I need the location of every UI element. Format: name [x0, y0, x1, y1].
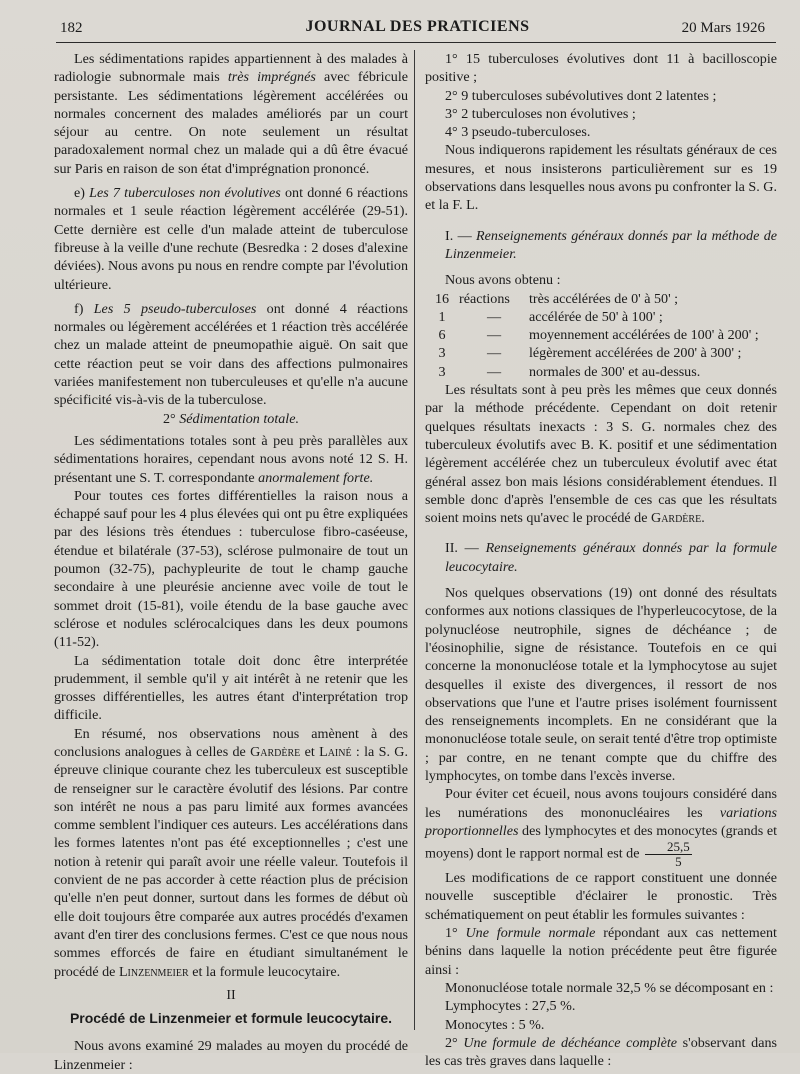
right-column [425, 50, 777, 1070]
journal-title: JOURNAL DES PRATICIENS [305, 18, 530, 35]
paragraph: Pour éviter cet écueil, nous avons toujours considéré dans les numérations des mononucléaires les variations proportionnelles des lymphocytes et des monocytes (grands et moyens) dont le rapport normal est de $\frac{25,5}{5}$ [425, 786, 777, 870]
paragraph: 2° Une formule de déchéance complète s'observant dans les cas très graves dans laquelle : [425, 1034, 777, 1070]
paragraph: La sédimentation totale doit donc être interprétée prudemment, il semble qu'il y ait intérêt à ne retenir que les grosses différentielles, les autres étant d'interprétation trop difficile. [54, 652, 408, 724]
paragraph: e) Les 7 tuberculoses non évolutives ont donné 6 réactions normales et 1 seule réaction légèrement accélérée (29-51). Cette dernière est celle d'un malade atteint de tuberculose fibreuse à la veille d'une rechute (Besredka : 2 doses d'alexine déviées). Nous avons pu nous en rendre compte par l'évolution ultérieure. [54, 185, 409, 293]
list-item: 2° 9 tuberculoses subévolutives dont 2 latentes ; [445, 87, 717, 104]
paragraph: Les sédimentations rapides appartiennent à des malades à radiologie subnormale mais très imprégnés avec fébricule persistante. Les sédimentations légèrement accélérées ou normales concernent des malades améliorés par un court séjour au centre. On note seulement un résultat paradoxalement normal chez un malade qui a dû être évacué sur Paris en raison de son état d'imprégnation prononcé. [54, 51, 408, 177]
paragraph: Pour toutes ces fortes différentielles la raison nous a échappé sauf pour les 4 plus élevées qui ont pu être expliquées par des lésions très étendues : tuberculose fibro-caséeuse, étendue et bilatérale (37-53), sclérose pulmonaire de tout un poumon (32-75), pachypleurite de tout le champ gauche secondaire à une pleurésie ancienne avec voile de tout le sommet droit (15-81), voile étendu de la base gauche avec sclérose et nodules sclérocalciques dans les deux poumons (11-52). [54, 487, 408, 651]
paragraph: Lymphocytes : 27,5 %. [445, 998, 576, 1015]
list-item: 1° 15 tuberculoses évolutives dont 11 à bacilloscopie positive ; [425, 51, 777, 86]
section-heading: II. — Renseignements généraux donnés par la formule leucocytaire. [445, 540, 777, 575]
subsection-heading: 2° Sédimentation totale. [163, 410, 299, 427]
paragraph: Nous avons examiné 29 malades au moyen du procédé de Linzenmeier : [54, 1038, 408, 1073]
paragraph: Les modifications de ce rapport constituent une donnée nouvelle susceptible d'éclairer le pronostic. Très schématiquement on peut établir les formules suivantes : [425, 870, 777, 923]
paragraph: Monocytes : 5 %. [445, 1016, 545, 1033]
section-number: II [226, 987, 236, 1003]
paragraph: Nous indiquerons rapidement les résultats généraux de ces mesures, et nous insisterons particulièrement sur es 19 observations dans lesquelles nous avons pu confronter la S. G. et la F. L. [425, 142, 777, 214]
section-title: Procédé de Linzenmeier et formule leucocytaire. [69, 1010, 393, 1027]
paragraph: Nous avons obtenu : [445, 272, 561, 289]
left-column [54, 50, 408, 1074]
paragraph: Mononucléose totale normale 32,5 % se décomposant en : [445, 979, 774, 996]
issue-date: 20 Mars 1926 [681, 20, 765, 36]
paragraph: 1° Une formule normale répondant aux cas nettement bénins dans laquelle la notion précédente peut être figurée ainsi : [425, 925, 777, 978]
list-item: 4° 3 pseudo-tuberculoses. [445, 124, 591, 141]
paragraph: Nos quelques observations (19) ont donné des résultats conformes aux notions classiques de l'hyperleucocytose, de la polynucléose neutrophile, signes de déchéance ; de l'éosinophilie, signe de résistance. Toutefois en ce qui concerne la mononucléose totale et la lymphocytose au sujet desquelles il existe des divergences, il ressort de nos observations que l'une et l'autre prises isolément fournissent des renseignements incomplets. En ne considérant que la mononucléose totale seule, on serait tenté d'être trop optimiste ; par contre, en ne tenant compte que du chiffre des lymphocytes, on tombe dans l'excès inverse. [425, 585, 777, 784]
results-row: 1 — accélérée de 50' à 100' ; [438, 308, 663, 325]
paragraph: Les sédimentations totales sont à peu près parallèles aux sédimentations horaires, cependant nous avons noté 12 S. H. présentant une S. T. correspondante anormalement forte. [54, 432, 408, 486]
paragraph: f) Les 5 pseudo-tuberculoses ont donné 4 réactions normales ou légèrement accélérées et 1 réaction très accélérée chez un malade atteint de pneumopathie aiguë. On sait que cette réaction peut se voir dans des affections pulmonaires variées manifestement non tuberculeuses et qu'elle n'a aucune spécificité vis-à-vis de la tuberculose. [54, 300, 408, 409]
paragraph: En résumé, nos observations nous amènent à des conclusions analogues à celles de Gardère et Lainé : la S. G. épreuve clinique courante chez les tuberculeux est susceptible de renseigner sur le caractère évolutif des lésions. Par contre son intérêt ne nous a pas paru limité aux formes avancées comme semblent l'indiquer ces auteurs. Les accélérations dans les formes latentes n'ont pas été exceptionnelles ; c'est une notion à retenir qui paraît avoir une réelle valeur. Toutefois il convient de ne pas accorder à cette réaction plus de précision qu'elle n'en peut donner, surtout dans les formes de début où elle doit toujours être comparée aux autres procédés d'examen avant d'en tirer des conclusions fermes. C'est ce que nous nous sommes efforcés de faire en étudiant simultanément le procédé de Linzenmeier et la formule leucocytaire. [54, 725, 408, 980]
column-divider [414, 50, 415, 1030]
page-header [60, 18, 775, 40]
paragraph: Les résultats sont à peu près les mêmes que ceux donnés par la méthode précédente. Cependant on doit retenir quelques résultats inexacts : 3 S. G. normales chez des tuberculeux évolutifs avec B. K. positif et une sédimentation légèrement accélérée chez un tuberculeux évolutif avec état général assez bon mais lésions considérablement étendues. Il semble donc d'après l'ensemble de ces cas que les résultats soient moins nets qu'avec le procédé de Gardère. [425, 382, 777, 527]
results-row: 6 — moyennement accélérées de 100' à 200' ; [438, 327, 759, 344]
results-row: 3 — légèrement accélérées de 200' à 300' ; [438, 345, 742, 362]
header-rule [56, 42, 776, 43]
section-heading: I. — Renseignements généraux donnés par la méthode de Linzenmeier. [445, 227, 777, 262]
list-item: 3° 2 tuberculoses non évolutives ; [445, 105, 636, 122]
results-row: 16 réactions très accélérées de 0' à 50' ; [434, 290, 679, 307]
results-table [425, 290, 777, 381]
ratio-fraction: $\frac{25,5}{5}$ [645, 840, 692, 869]
page-number: 182 [60, 20, 83, 36]
results-row: 3 — normales de 300' et au-dessus. [438, 363, 701, 380]
